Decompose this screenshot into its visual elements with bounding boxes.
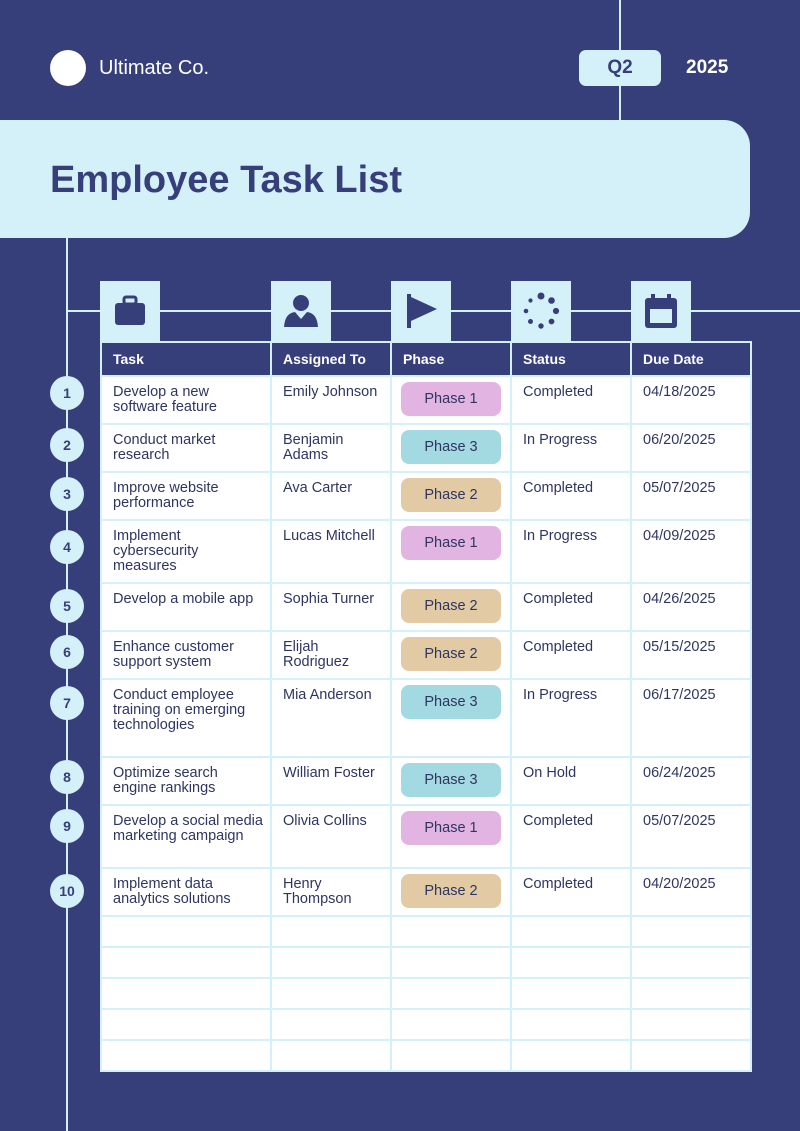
due-date-cell: 06/17/2025 bbox=[631, 679, 751, 757]
empty-cell bbox=[391, 978, 511, 1009]
phase-cell bbox=[391, 472, 511, 520]
table-row bbox=[101, 376, 751, 424]
status-cell: Completed bbox=[511, 868, 631, 916]
empty-row bbox=[101, 1040, 751, 1071]
phase-badge: Phase 3 bbox=[401, 763, 501, 797]
task-cell: Implement cybersecurity measures bbox=[101, 520, 271, 583]
phase-cell bbox=[391, 583, 511, 631]
task-cell: Enhance customer support system bbox=[101, 631, 271, 679]
empty-cell bbox=[511, 978, 631, 1009]
briefcase-icon bbox=[110, 291, 150, 331]
table-row bbox=[101, 520, 751, 583]
empty-row bbox=[101, 1009, 751, 1040]
table-header-row bbox=[101, 342, 751, 376]
empty-cell bbox=[511, 1040, 631, 1071]
row-number: 2 bbox=[50, 428, 84, 462]
empty-cell bbox=[511, 947, 631, 978]
phase-badge: Phase 1 bbox=[401, 526, 501, 560]
empty-cell bbox=[101, 1040, 271, 1071]
task-column-icon-box bbox=[100, 281, 160, 341]
phase-badge: Phase 2 bbox=[401, 874, 501, 908]
progress-dots-icon bbox=[521, 291, 561, 331]
row-number: 6 bbox=[50, 635, 84, 669]
status-cell: On Hold bbox=[511, 757, 631, 805]
phase-badge: Phase 1 bbox=[401, 382, 501, 416]
table-row bbox=[101, 679, 751, 757]
assigned-cell: Mia Anderson bbox=[271, 679, 391, 757]
empty-cell bbox=[631, 978, 751, 1009]
empty-cell bbox=[631, 916, 751, 947]
table-row bbox=[101, 805, 751, 868]
row-number: 8 bbox=[50, 760, 84, 794]
row-number: 7 bbox=[50, 686, 84, 720]
due-date-cell: 06/20/2025 bbox=[631, 424, 751, 472]
task-cell: Develop a social media marketing campaign bbox=[101, 805, 271, 868]
row-number: 5 bbox=[50, 589, 84, 623]
task-cell: Develop a new software feature bbox=[101, 376, 271, 424]
status-cell: Completed bbox=[511, 472, 631, 520]
task-table bbox=[100, 341, 750, 1072]
empty-cell bbox=[271, 916, 391, 947]
table-row bbox=[101, 631, 751, 679]
task-cell: Improve website performance bbox=[101, 472, 271, 520]
row-number: 9 bbox=[50, 809, 84, 843]
assigned-cell: Henry Thompson bbox=[271, 868, 391, 916]
status-column-icon-box bbox=[511, 281, 571, 341]
column-header-assigned: Assigned To bbox=[271, 342, 391, 376]
column-header-status: Status bbox=[511, 342, 631, 376]
column-header-due-date: Due Date bbox=[631, 342, 751, 376]
decorative-line-left bbox=[66, 238, 68, 1131]
phase-cell bbox=[391, 805, 511, 868]
status-cell: Completed bbox=[511, 631, 631, 679]
phase-cell bbox=[391, 868, 511, 916]
phase-cell bbox=[391, 679, 511, 757]
assigned-cell: Lucas Mitchell bbox=[271, 520, 391, 583]
empty-cell bbox=[271, 1009, 391, 1040]
table-row bbox=[101, 583, 751, 631]
phase-cell bbox=[391, 376, 511, 424]
due-date-cell: 06/24/2025 bbox=[631, 757, 751, 805]
table-row bbox=[101, 868, 751, 916]
quarter-badge: Q2 bbox=[579, 50, 661, 86]
row-number: 3 bbox=[50, 477, 84, 511]
empty-cell bbox=[391, 1009, 511, 1040]
due-date-cell: 05/15/2025 bbox=[631, 631, 751, 679]
column-header-task: Task bbox=[101, 342, 271, 376]
due-date-cell: 05/07/2025 bbox=[631, 805, 751, 868]
assigned-cell: Ava Carter bbox=[271, 472, 391, 520]
calendar-icon bbox=[641, 291, 681, 331]
assigned-cell: William Foster bbox=[271, 757, 391, 805]
assigned-cell: Elijah Rodriguez bbox=[271, 631, 391, 679]
empty-cell bbox=[101, 916, 271, 947]
status-cell: Completed bbox=[511, 583, 631, 631]
empty-cell bbox=[391, 947, 511, 978]
table-row bbox=[101, 424, 751, 472]
empty-cell bbox=[511, 916, 631, 947]
due-date-cell: 04/18/2025 bbox=[631, 376, 751, 424]
empty-cell bbox=[391, 916, 511, 947]
phase-badge: Phase 3 bbox=[401, 685, 501, 719]
empty-cell bbox=[631, 1009, 751, 1040]
row-number: 10 bbox=[50, 874, 84, 908]
due-date-column-icon-box bbox=[631, 281, 691, 341]
flag-icon bbox=[401, 291, 441, 331]
empty-cell bbox=[101, 947, 271, 978]
year-label: 2025 bbox=[686, 57, 729, 78]
phase-badge: Phase 3 bbox=[401, 430, 501, 464]
table-row bbox=[101, 472, 751, 520]
assigned-cell: Olivia Collins bbox=[271, 805, 391, 868]
status-cell: In Progress bbox=[511, 520, 631, 583]
assigned-cell: Benjamin Adams bbox=[271, 424, 391, 472]
empty-cell bbox=[391, 1040, 511, 1071]
row-number: 4 bbox=[50, 530, 84, 564]
phase-cell bbox=[391, 631, 511, 679]
phase-column-icon-box bbox=[391, 281, 451, 341]
column-header-phase: Phase bbox=[391, 342, 511, 376]
due-date-cell: 05/07/2025 bbox=[631, 472, 751, 520]
due-date-cell: 04/20/2025 bbox=[631, 868, 751, 916]
company-logo bbox=[50, 50, 86, 86]
due-date-cell: 04/09/2025 bbox=[631, 520, 751, 583]
status-cell: Completed bbox=[511, 376, 631, 424]
task-cell: Conduct market research bbox=[101, 424, 271, 472]
phase-cell bbox=[391, 424, 511, 472]
task-cell: Conduct employee training on emerging technologies bbox=[101, 679, 271, 757]
table-row bbox=[101, 757, 751, 805]
phase-cell bbox=[391, 757, 511, 805]
phase-badge: Phase 2 bbox=[401, 589, 501, 623]
empty-cell bbox=[631, 1040, 751, 1071]
empty-row bbox=[101, 916, 751, 947]
empty-cell bbox=[271, 947, 391, 978]
phase-badge: Phase 2 bbox=[401, 637, 501, 671]
empty-cell bbox=[271, 978, 391, 1009]
due-date-cell: 04/26/2025 bbox=[631, 583, 751, 631]
assigned-column-icon-box bbox=[271, 281, 331, 341]
page-title: Employee Task List bbox=[50, 159, 402, 201]
assigned-cell: Emily Johnson bbox=[271, 376, 391, 424]
empty-cell bbox=[271, 1040, 391, 1071]
phase-badge: Phase 1 bbox=[401, 811, 501, 845]
assigned-cell: Sophia Turner bbox=[271, 583, 391, 631]
phase-badge: Phase 2 bbox=[401, 478, 501, 512]
company-name: Ultimate Co. bbox=[99, 57, 210, 79]
status-cell: In Progress bbox=[511, 424, 631, 472]
task-cell: Develop a mobile app bbox=[101, 583, 271, 631]
task-cell: Optimize search engine rankings bbox=[101, 757, 271, 805]
task-cell: Implement data analytics solutions bbox=[101, 868, 271, 916]
empty-cell bbox=[511, 1009, 631, 1040]
status-cell: In Progress bbox=[511, 679, 631, 757]
row-number: 1 bbox=[50, 376, 84, 410]
person-icon bbox=[281, 291, 321, 331]
status-cell: Completed bbox=[511, 805, 631, 868]
empty-cell bbox=[631, 947, 751, 978]
empty-cell bbox=[101, 978, 271, 1009]
empty-cell bbox=[101, 1009, 271, 1040]
phase-cell bbox=[391, 520, 511, 583]
empty-row bbox=[101, 978, 751, 1009]
empty-row bbox=[101, 947, 751, 978]
